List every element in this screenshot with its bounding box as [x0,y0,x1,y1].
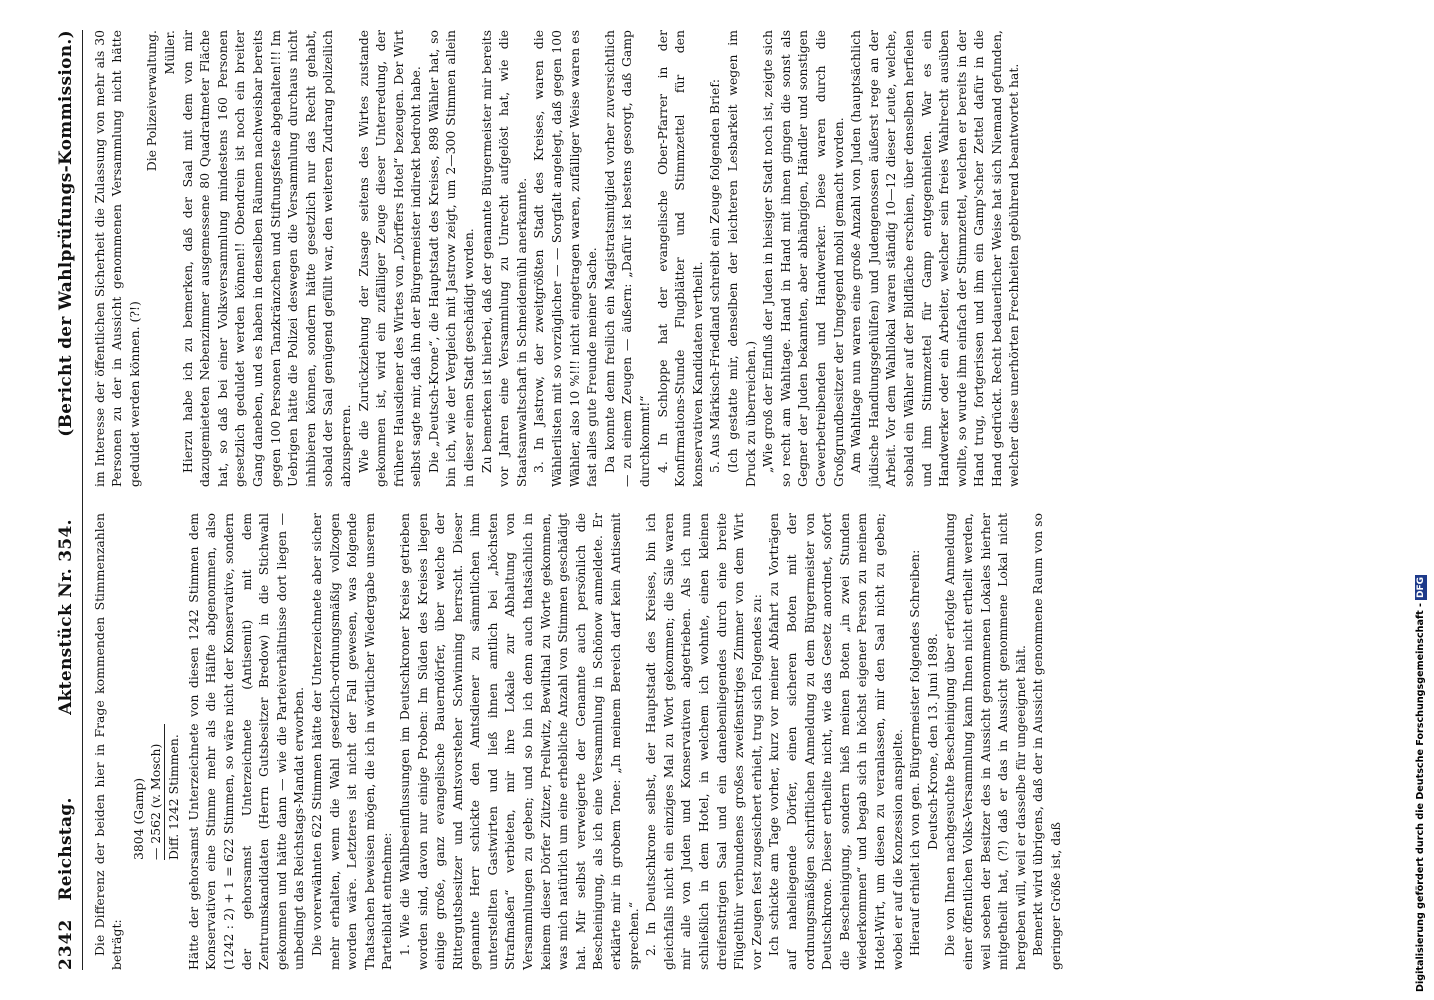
signature-office: Die Polizeiverwaltung. [144,30,160,172]
paragraph: 2. In Deutschkrone selbst, der Hauptstadt des Kreises, bin ich gleichfalls nicht ein einziges Mal zu Wort gekommen; die Säle waren mir alle von Juden und Konservativen abgetrieben. Als ich nun schließlich in dem Hotel, in welchem ich wohnte, einen kleinen dreifenstrigen Saal und ein danebenliegendes durch eine breite Flügelthür verbundenes großes zweifenstriges Zimmer von dem Wirt vor Zeugen fest zugesichert erhielt, trug sich Folgendes zu: [643,513,764,970]
paragraph: Da konnte denn freilich ein Magistratsmitglied vorher zuversichtlich — zu einem Zeugen — äußern: „Dafür ist bestens gesorgt, daß Gamp durchkommt!“ [601,30,652,487]
paragraph: Die vorerwähnten 622 Stimmen hätte der Unterzeichnete aber sicher mehr erhalten, wenn die Wahl gesetzlich-ordnungsmäßig vollzogen worden wäre. Letzteres ist nicht der Fall gewesen, was folgende Thatsachen beweisen mögen, die ich in wörtlicher Wiedergabe unserem Parteiblatt entnehme: [308,513,395,970]
paragraph: Die Differenz der beiden hier in Frage kommenden Stimmenzahlen beträgt: [91,513,125,970]
paragraph: Bemerkt wird übrigens, daß der in Aussicht genommene Raum von so geringer Größe ist, daß [1030,513,1063,970]
paragraph: 1. Wie die Wahlbeeinflussungen im Deutschkroner Kreise getrieben worden sind, davon nur einige Proben: Im Süden des Kreises liegen einige große, ganz evangelische Bauerndörfer, über welche der Rittergutsbesitzer und Amtsvorsteher Schwinning herrscht. Dieser genannte Herr schickte den Amtsdiener zu sämmtlichen ihm unterstellten Gastwirten und ließ ihnen amtlich bei „höchsten Strafmaßen“ verbieten, mir ihre Lokale zur Abhaltung von Versammlungen zu geben; und so bin ich denn auch thatsächlich in keinem dieser Dörfer Zützer, Prellwitz, Bewilthal zu Worte gekommen, was mich natürlich um eine erhebliche Anzahl von Stimmen geschädigt hat. Mir selbst verweigerte der Genannte auch persönlich die Bescheinigung, als ich eine Versammlung in Schönow anmeldete. Er erklärte mir in grobem Tone: „In meinem Bereich darf kein Antisemit sprechen.“ [396,513,641,970]
dfg-logo: DFG [1416,576,1426,598]
vote-calculation [130,513,181,860]
letter-place-date: Deutsch-Krone, den 13. Juni 1898. [924,633,940,850]
paragraph: 5. Aus Märkisch-Friedland schreibt ein Zeuge folgenden Brief: [707,78,723,473]
digitization-watermark [1415,8,1427,992]
paragraph: Wie die Zurückziehung der Zusage seitens des Wirtes zustande gekommen ist, wird ein zufälliger Zeuge dieser Unterredung, der frühere Hausdiener des Wirtes von „Dörffers Hotel“ bezeugen. Der Wirt selbst sagte mir, daß ihn der Bürgermeister indirekt bedroht habe. [355,30,424,487]
paragraph: 4. In Schloppe hat der evangelische Ober-Pfarrer in der Konfirmations-Stunde Flugblätter und Stimmzettel für den konservativen Kandidaten vertheilt. [654,30,705,487]
paragraph: Hätte der gehorsamst Unterzeichnete von diesen 1242 Stimmen dem Konservativen eine Stimme mehr als die Hälfte abgenommen, also (1242 : 2) + 1 = 622 Stimmen, so wäre nicht der Konservative, sondern der gehorsamst Unterzeichnete (Antisemit) mit dem Zentrumskandidaten (Herrn Gutsbesitzer Bredow) in die Stichwahl gekommen und hätte dann — wie die Parteiverhältnisse dort liegen — unbedingt das Reichstags-Mandat erworben. [185,513,307,970]
paragraph: Hierauf erhielt ich von gen. Bürgermeister folgendes Schreiben: [907,549,923,956]
paragraph: Zu bemerken ist hierbei, daß der genannte Bürgermeister mir bereits vor Jahren eine Versammlung zu Unrecht aufgelöst hat, wie die Staatsanwaltschaft in Schneidemühl anerkannte. [478,30,529,487]
signature-name: Müller. [161,30,177,75]
right-column [91,30,1065,487]
paragraph: Ich schickte am Tage vorher, kurz vor meiner Abfahrt zu Vorträgen auf naheliegende Dörfer, einen sicheren Boten mit der ordnungsmäßigen schriftlichen Anmeldung zu dem Bürgermeister von Deutschkrone. Dieser ertheilte nicht, wie das Gesetz anordnet, sofort die Bescheinigung, sondern hieß meinen Boten „in zwei Stunden wiederkommen“ und begab sich in höchst eigener Person zu meinem Hotel-Wirt, um diesen zu veranlassen, mir den Saal nicht zu geben; wobei er auf die Konzession anspielte. [766,513,905,970]
page-number: 2342 [56,918,76,970]
paragraph: Hierzu habe ich zu bemerken, daß der Saal mit dem von mir dazugemieteten Nebenzimmer ausgemessene 80 Quadratmeter Fläche hat, so daß bei einer Volksversammlung mindestens 160 Personen gesetzlich geduldet werden können!! Obendrein ist noch ein breiter Gang daneben, und es haben in denselben Räumen nachweisbar bereits gegen 100 Personen Tanzkränzchen und Stiftungsfeste abgehalten!!! Im Uebrigen hätte die Polizei deswegen die Versammlung durchaus nicht inhibieren können, sondern hätte gesetzlich nur das Recht gehabt, sobald der Saal genügend gefüllt war, den weiteren Zudrang polizeilich abzusperren. [179,30,353,487]
paragraph: Am Wahltage nun waren eine große Anzahl von Juden (hauptsächlich jüdische Handlungsgehülfen) und Judengenossen äußerst rege an der Arbeit. Vor dem Wahllokal waren ständig 10—12 dieser Leute, welche, sobald ein Wähler auf der Bildfläche erschien, über denselben herfielen und ihm Stimmzettel für Gamp entgegenhielten. War es ein Handwerker oder ein Arbeiter, welcher sein freies Wahlrecht ausüben wollte, so wurde ihm einfach der Stimmzettel, welchen er bereits in der Hand trug, fortgerissen und ihm ein Gamp'scher Zettel dafür in die Hand gedrückt. Recht bedauerlicher Weise hat sich Niemand gefunden, welcher diese unerhörten Frechheiten gebührend beantwortet hat. [848,30,1022,487]
calc-line: 3804 (Gamp) [130,777,146,860]
page-header [58,30,83,970]
paragraph: „Wie groß der Einfluß der Juden in hiesiger Stadt noch ist, zeigte sich so recht am Wahltage. Hand in Hand mit ihnen gingen die sonst als Gegner der Juden bekannten, aber abhängigen, Händler und sonstigen Gewerbetreibenden und Handwerker. Diese waren durch die Großgrundbesitzer der Umgegend mobil gemacht worden. [760,30,846,487]
calc-result: Diff. 1242 Stimmen. [164,724,183,860]
header-left: Reichstag. [56,797,76,901]
paragraph: 3. In Jastrow, der zweitgrößten Stadt des Kreises, waren die Wählerlisten mit so vorzüglicher — — Sorgfalt angelegt, daß gegen 100 Wähler, also 10 %!!! nicht eingetragen waren, zufälliger Weise waren es fast alles gute Freunde meiner Sache. [531,30,600,487]
header-right: (Bericht der Wahlprüfungs-Kommission.) [56,30,76,437]
paragraph: Die von Ihnen nachgesuchte Bescheinigung über erfolgte Anmeldung einer öffentlichen Volks-Versammlung kann Ihnen nicht ertheilt werden, weil soeben der Besitzer des in Aussicht genommenen Lokales hierher mitgetheilt hat, (?!) daß er das in Aussicht genommene Lokal nicht hergeben will, weil er dasselbe für ungeeignet hält. [942,513,1028,970]
paragraph: im Interesse der öffentlichen Sicherheit die Zulassung von mehr als 30 Personen zu der in Aussicht genommenen Versammlung nicht hätte geduldet werden können. (?!) [91,30,142,487]
calc-line: — 2562 (v. Mosch) [147,743,163,860]
header-center: Aktenstück Nr. 354. [56,519,76,715]
paragraph: (Ich gestatte mir, denselben der leichteren Lesbarkeit wegen im Druck zu überreichen.) [724,30,758,487]
watermark-text: Digitalisierung gefördert durch die Deutsche Forschungsgemeinschaft - [1415,602,1426,992]
left-column [91,513,1065,970]
paragraph: Die „Deutsch-Krone“, die Hauptstadt des Kreises, 898 Wähler hat, so bin ich, wie der Vergleich mit Jastrow zeigt, um 2—300 Stimmen allein in dieser einen Stadt geschädigt worden. [425,30,477,487]
